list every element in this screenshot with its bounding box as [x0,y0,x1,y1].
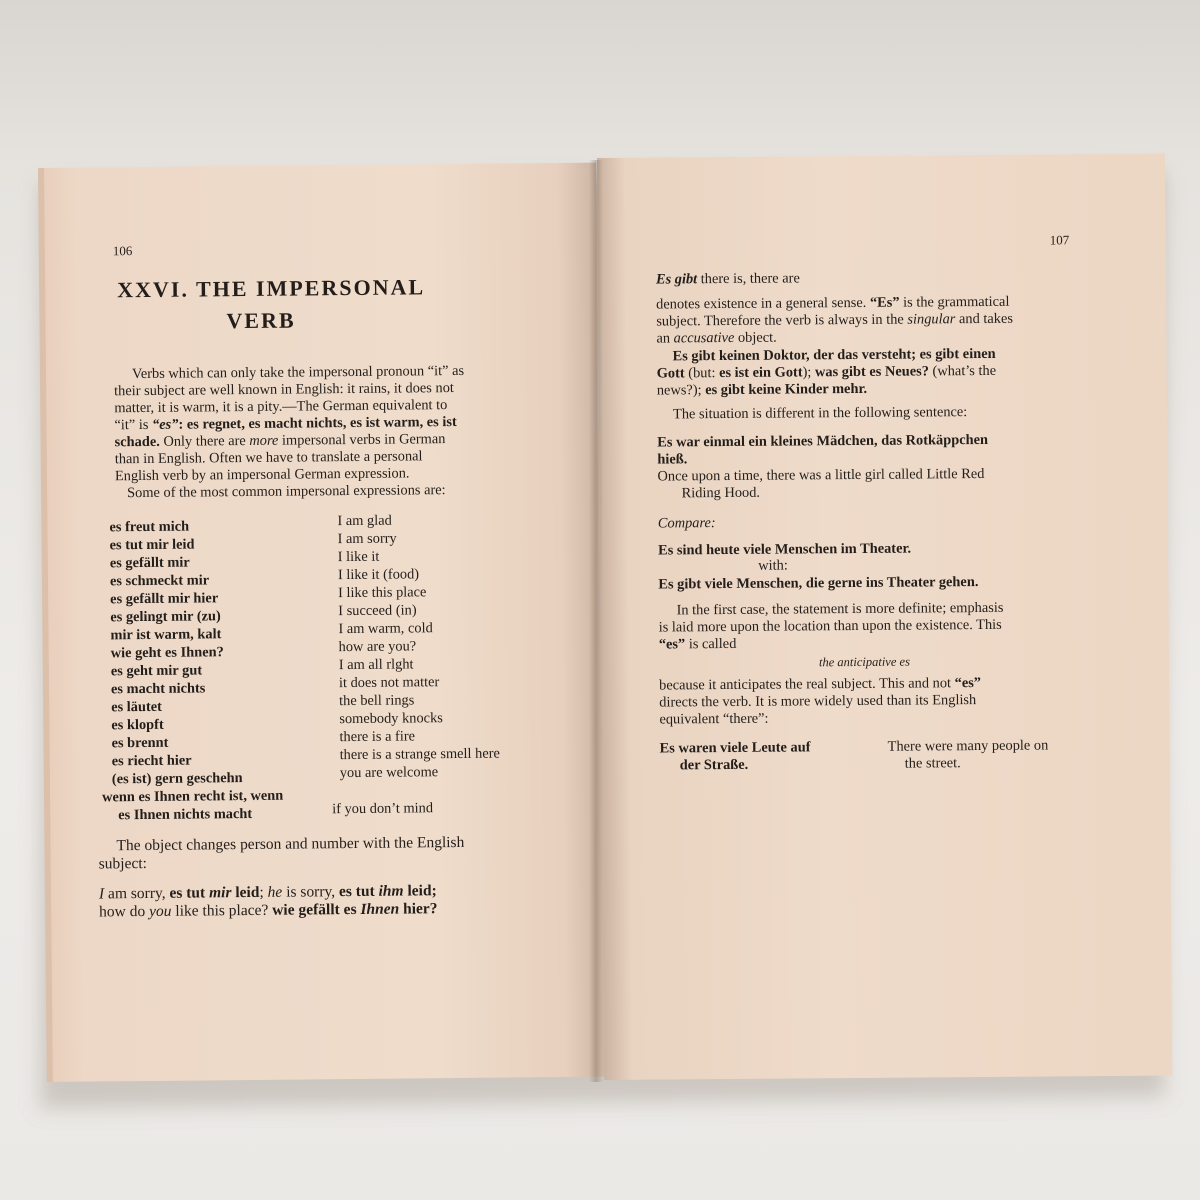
text: how do [99,902,150,921]
object-line: subject: [98,854,147,873]
examples: : es regnet, es macht nichts, es ist warm, es ist [178,413,457,433]
final-example-de: Es waren viele Leute auf [659,739,811,757]
expression-row [111,735,168,753]
text: impersonal verbs in German [278,431,446,449]
compare-label: Compare: [657,515,716,532]
intro-line: Verbs which can only take the impersonal pronoun “it” as [131,362,465,383]
pronoun: you [149,902,172,920]
german-object: Ihnen [360,900,400,918]
left-page [38,163,605,1082]
esgibt-heading [656,270,800,289]
expression-en: I like it (food) [337,566,420,584]
expression-row [110,537,195,555]
pronoun: he [267,883,283,901]
accusative: accusative [673,329,735,347]
page-number-left: 106 [112,243,133,259]
german: Gott [656,365,685,382]
text: denotes existence in a general sense. [656,294,870,313]
expression-de: es riecht hier [111,752,192,770]
expression-en: how are you? [338,638,417,656]
expression-en: I am all rlght [338,656,414,674]
paragraph-line [656,311,1013,331]
expression-de: es freut mich [109,518,190,536]
expression-row [110,555,190,573]
example-line [657,363,997,383]
german: es gibt keine Kinder mehr. [705,380,868,399]
expression-en: you are welcome [339,764,439,782]
expression-row [110,590,218,608]
text: am sorry, [104,884,170,903]
expression-en: I am sorry [337,530,397,548]
expression-de: es gefällt mir [109,554,190,572]
expression-de: es schmeckt mir [109,572,210,590]
paragraph-line: In the first case, the statement is more definite; emphasis [676,599,1004,619]
expression-en: it does not matter [338,674,440,692]
expression-de: es geht mir gut [110,662,203,680]
chapter-title-line1: XXVI. THE IMPERSONAL [117,274,426,303]
example-line: Es gibt viele Menschen, die gerne ins Theater gehen. [658,574,979,593]
expression-en: if you don’t mind [332,800,434,818]
german: hier? [399,900,438,918]
schade: schade. [114,433,160,451]
expression-de: wie geht es Ihnen? [110,644,224,662]
final-example-en: the street. [904,755,961,772]
expression-en: I am warm, cold [338,620,433,638]
expression-de: es macht nichts [110,680,206,698]
expression-de: es brennt [111,734,169,752]
singular: singular [907,311,956,328]
expression-row [118,806,252,824]
german-object: mir [208,884,232,902]
expression-row [111,699,162,716]
paragraph-line: directs the verb. It is more widely used than its English [659,692,977,711]
intro-line: Some of the most common impersonal expressions are: [127,482,446,502]
intro-line: than in English. Often we have to translate a personal [114,448,423,468]
es-term: “es” [151,416,179,433]
expression-de: es tut mir leid [109,536,195,554]
chapter-title-line2: VERB [226,307,296,334]
example-line: Es gibt keinen Doktor, der das versteht; es gibt einen [672,345,996,365]
expression-en: there is a strange smell here [339,745,500,764]
german: es ist ein Gott [718,364,803,382]
expression-row [111,644,224,662]
anticipative-es: the anticipative es [818,654,910,670]
expression-row [109,519,189,537]
german: was gibt es Neues? [814,363,929,381]
expression-row [102,788,283,807]
text: ); [802,364,816,381]
paragraph-line: The situation is different in the following sentence: [672,404,968,423]
paragraph-line [656,330,776,348]
text: is the grammatical [899,293,1010,311]
text: is sorry, [282,883,340,901]
german: leid; [403,882,437,900]
expression-de: es Ihnen nichts macht [118,805,253,824]
expression-row [112,770,243,788]
expression-row [111,717,164,735]
intro-line: matter, it is warm, it is a pity.—The German equivalent to [114,397,448,417]
example-line: Es war einmal ein kleines Mädchen, das Rotkäppchen [657,431,989,451]
german: leid [231,883,260,902]
paragraph-line [659,636,737,654]
german: es tut [169,884,210,902]
text: because it anticipates the real subject. This and not [659,675,955,694]
right-page [597,154,1172,1080]
expression-de: es läutet [111,698,163,716]
es-term: “es” [954,675,982,692]
expression-de: (es ist) gern geschehn [111,770,243,788]
expression-row [110,626,221,644]
text: (what’s the [928,362,997,380]
expression-en: there is a fire [339,728,416,746]
text: there is, there are [697,270,800,288]
text: news?); [656,382,706,399]
german-object: ihm [378,882,404,900]
intro-line: their subject are well known in English: it rains, it does not [114,380,454,400]
intro-line: English verb by an impersonal German expression. [114,465,410,485]
german: wie gefällt es [272,900,361,919]
text: an [656,330,674,347]
expression-de: wenn es Ihnen recht ist, wenn [101,787,284,806]
expression-de: es klopft [111,716,164,734]
final-example-de: der Straße. [679,756,749,774]
with-label: with: [758,557,788,574]
text: and takes [955,310,1013,328]
example-line: hieß. [657,451,688,468]
text: is called [685,635,737,653]
example-line: Es sind heute viele Menschen im Theater. [658,540,912,559]
example-line [657,381,867,400]
page-number-right: 107 [1049,232,1070,248]
object-line: The object changes person and number with the English [116,833,465,855]
expression-en: I succeed (in) [338,602,417,620]
expression-en: I like this place [338,584,427,602]
expression-row [110,608,221,626]
paragraph-line: equivalent “there”: [659,710,769,728]
text: Only there are [159,432,250,450]
translation-line: Riding Hood. [681,484,761,502]
expression-de: es gelingt mir (zu) [110,608,221,626]
pronoun: I [98,885,105,903]
final-example-en: There were many people on [887,737,1049,755]
expression-row [111,662,202,680]
text: object. [734,329,777,346]
esgibt-term: Es gibt [655,271,698,288]
expression-en: somebody knocks [339,710,443,728]
text: ; [259,883,268,901]
example-line [99,900,438,921]
book-gutter [589,160,603,1082]
es-term: “Es” [869,294,900,311]
expression-de: mir ist warm, kalt [110,626,222,644]
text: “it” is [114,416,153,434]
text: subject. Therefore the verb is always in the [656,311,908,330]
more: more [249,432,279,449]
expression-de: es gefällt mir hier [110,590,219,608]
es-term: “es” [658,636,686,653]
expression-en: the bell rings [339,692,415,710]
text: like this place? [171,901,273,920]
expression-row [110,572,209,590]
translation-line: Once upon a time, there was a little girl called Little Red [657,465,985,485]
expression-row [112,753,192,771]
text: (but: [684,365,720,382]
expression-row [111,680,206,698]
paragraph-line: is laid more upon the location than upon the existence. This [658,616,1002,636]
german: es tut [338,882,379,901]
expression-en: I like it [337,548,380,566]
expression-en: I am glad [337,512,392,530]
